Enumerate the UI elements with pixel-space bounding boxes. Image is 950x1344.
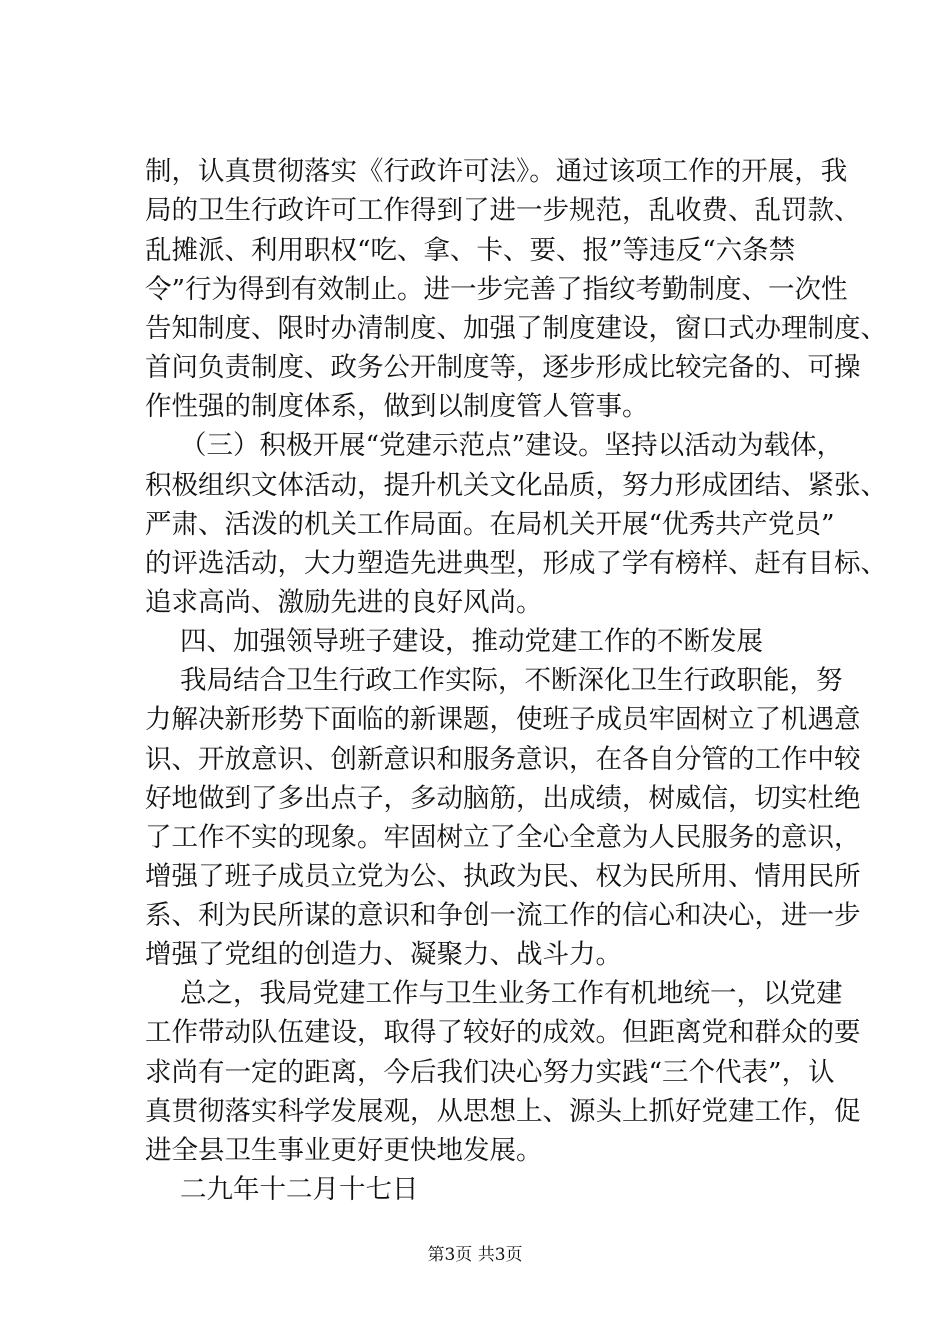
paragraph-line: 真贯彻落实科学发展观，从思想上、源头上抓好党建工作，促 <box>145 1096 861 1127</box>
paragraph-line: 制，认真贯彻落实《行政许可法》。通过该项工作的开展，我 <box>145 156 848 187</box>
paragraph-line: 总之，我局党建工作与卫生业务工作有机地统一，以党建 <box>180 978 843 1009</box>
page-footer: 第3页 共3页 <box>427 1245 523 1265</box>
paragraph-line: 二九年十二月十七日 <box>180 1174 419 1205</box>
paragraph-line: 四、加强领导班子建设，推动党建工作的不断发展 <box>180 626 763 657</box>
paragraph-line: 力解决新形势下面临的新课题，使班子成员牢固树立了机遇意 <box>145 704 861 735</box>
paragraph-line: 首问负责制度、政务公开制度等，逐步形成比较完备的、可操 <box>145 352 861 383</box>
paragraph-line: 工作带动队伍建设，取得了较好的成效。但距离党和群众的要 <box>145 1017 861 1048</box>
paragraph-line: 积极组织文体活动，提升机关文化品质，努力形成团结、紧张、 <box>145 470 887 501</box>
paragraph-line: 乱摊派、利用职权“吃、拿、卡、要、报”等违反“六条禁 <box>145 235 796 266</box>
paragraph-line: 增强了党组的创造力、凝聚力、战斗力。 <box>145 939 622 970</box>
paragraph-line: 严肃、活泼的机关工作局面。在局机关开展“优秀共产党员” <box>145 509 835 540</box>
paragraph-line: 系、利为民所谋的意识和争创一流工作的信心和决心，进一步 <box>145 900 861 931</box>
paragraph-line: 增强了班子成员立党为公、执政为民、权为民所用、情用民所 <box>145 861 861 892</box>
paragraph-line: 的评选活动，大力塑造先进典型，形成了学有榜样、赶有目标、 <box>145 548 887 579</box>
paragraph-line: 求尚有一定的距离，今后我们决心努力实践“三个代表”，认 <box>145 1057 835 1088</box>
paragraph-line: 识、开放意识、创新意识和服务意识，在各自分管的工作中较 <box>145 744 861 775</box>
paragraph-line: 告知制度、限时办清制度、加强了制度建设，窗口式办理制度、 <box>145 313 887 344</box>
paragraph-line: 了工作不实的现象。牢固树立了全心全意为人民服务的意识， <box>145 822 861 853</box>
paragraph-line: 局的卫生行政许可工作得到了进一步规范，乱收费、乱罚款、 <box>145 195 861 226</box>
paragraph-line: 好地做到了多出点子，多动脑筋，出成绩，树威信，切实杜绝 <box>145 783 861 814</box>
paragraph-line: 作性强的制度体系，做到以制度管人管事。 <box>145 391 649 422</box>
paragraph-line: 追求高尚、激励先进的良好风尚。 <box>145 587 543 618</box>
paragraph-line: 我局结合卫生行政工作实际，不断深化卫生行政职能，努 <box>180 665 843 696</box>
paragraph-line: （三）积极开展“党建示范点”建设。坚持以活动为载体， <box>180 430 844 461</box>
paragraph-line: 令”行为得到有效制止。进一步完善了指纹考勤制度、一次性 <box>145 274 848 305</box>
paragraph-line: 进全县卫生事业更好更快地发展。 <box>145 1135 543 1166</box>
